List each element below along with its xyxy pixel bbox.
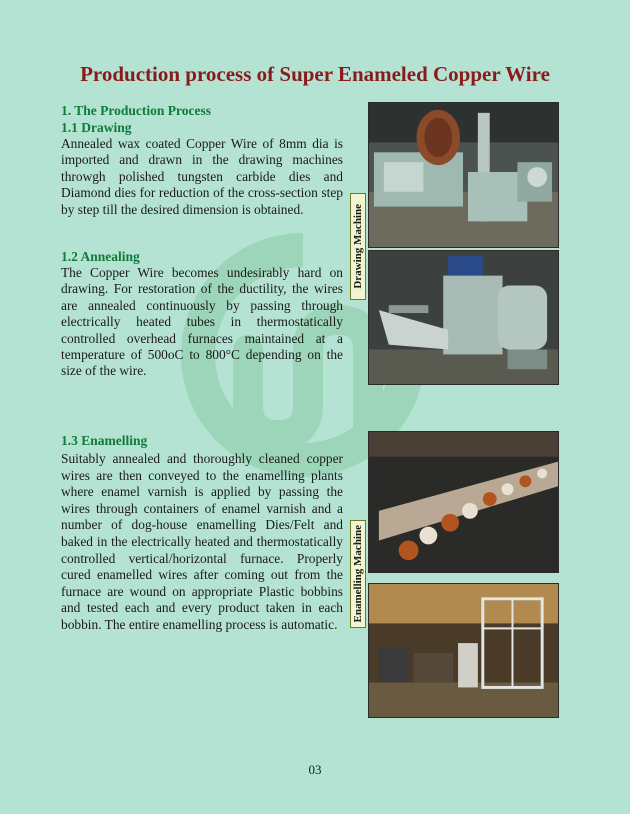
enamelling-machine-photo-2	[368, 583, 559, 718]
enamelling-machine-label: Enamelling Machine	[350, 520, 366, 628]
drawing-machine-label: Drawing Machine	[350, 193, 366, 300]
enamelling-machine-photo-1	[368, 431, 559, 573]
paragraph-drawing: Annealed wax coated Copper Wire of 8mm dia is imported and drawn in the drawing machines throwgh polished tungsten carbide dies and Diamond dies for reduction of the cross-section step by step till the desired dimension is obtained.	[61, 136, 343, 217]
heading-annealing: 1.2 Annealing	[61, 249, 140, 264]
heading-production-process: 1. The Production Process	[61, 103, 212, 118]
page-title: Production process of Super Enameled Copper Wire	[80, 62, 550, 86]
page-number: 03	[308, 762, 322, 777]
paragraph-enamelling: Suitably annealed and thoroughly cleaned copper wires are then conveyed to the enamelling plants where enamel varnish is applied by passing the wires through containers of enamel varnish and a number of dog-house enamelling Dies/Felt and baked in the electrically heated and thermostatically controlled vertical/horizontal furnace. Properly cured enamelled wires after coming out from the furnace are wound on appropriate Plastic bobbins and tested each and every product taken in each bobbin. The entire enamelling process is automatic.	[61, 451, 343, 632]
paragraph-annealing: The Copper Wire becomes undesirably hard on drawing. For restoration of the ductility, the wires are annealed continuously by passing through electrically heated tubes in thermostatically controlled overhead furnaces maintained at a temperature of 500oC to 800°C depending on the size of the wire.	[61, 265, 343, 379]
heading-enamelling: 1.3 Enamelling	[61, 433, 148, 448]
heading-drawing: 1.1 Drawing	[61, 120, 132, 135]
drawing-machine-photo-2	[368, 250, 559, 385]
drawing-machine-photo-1	[368, 102, 559, 248]
